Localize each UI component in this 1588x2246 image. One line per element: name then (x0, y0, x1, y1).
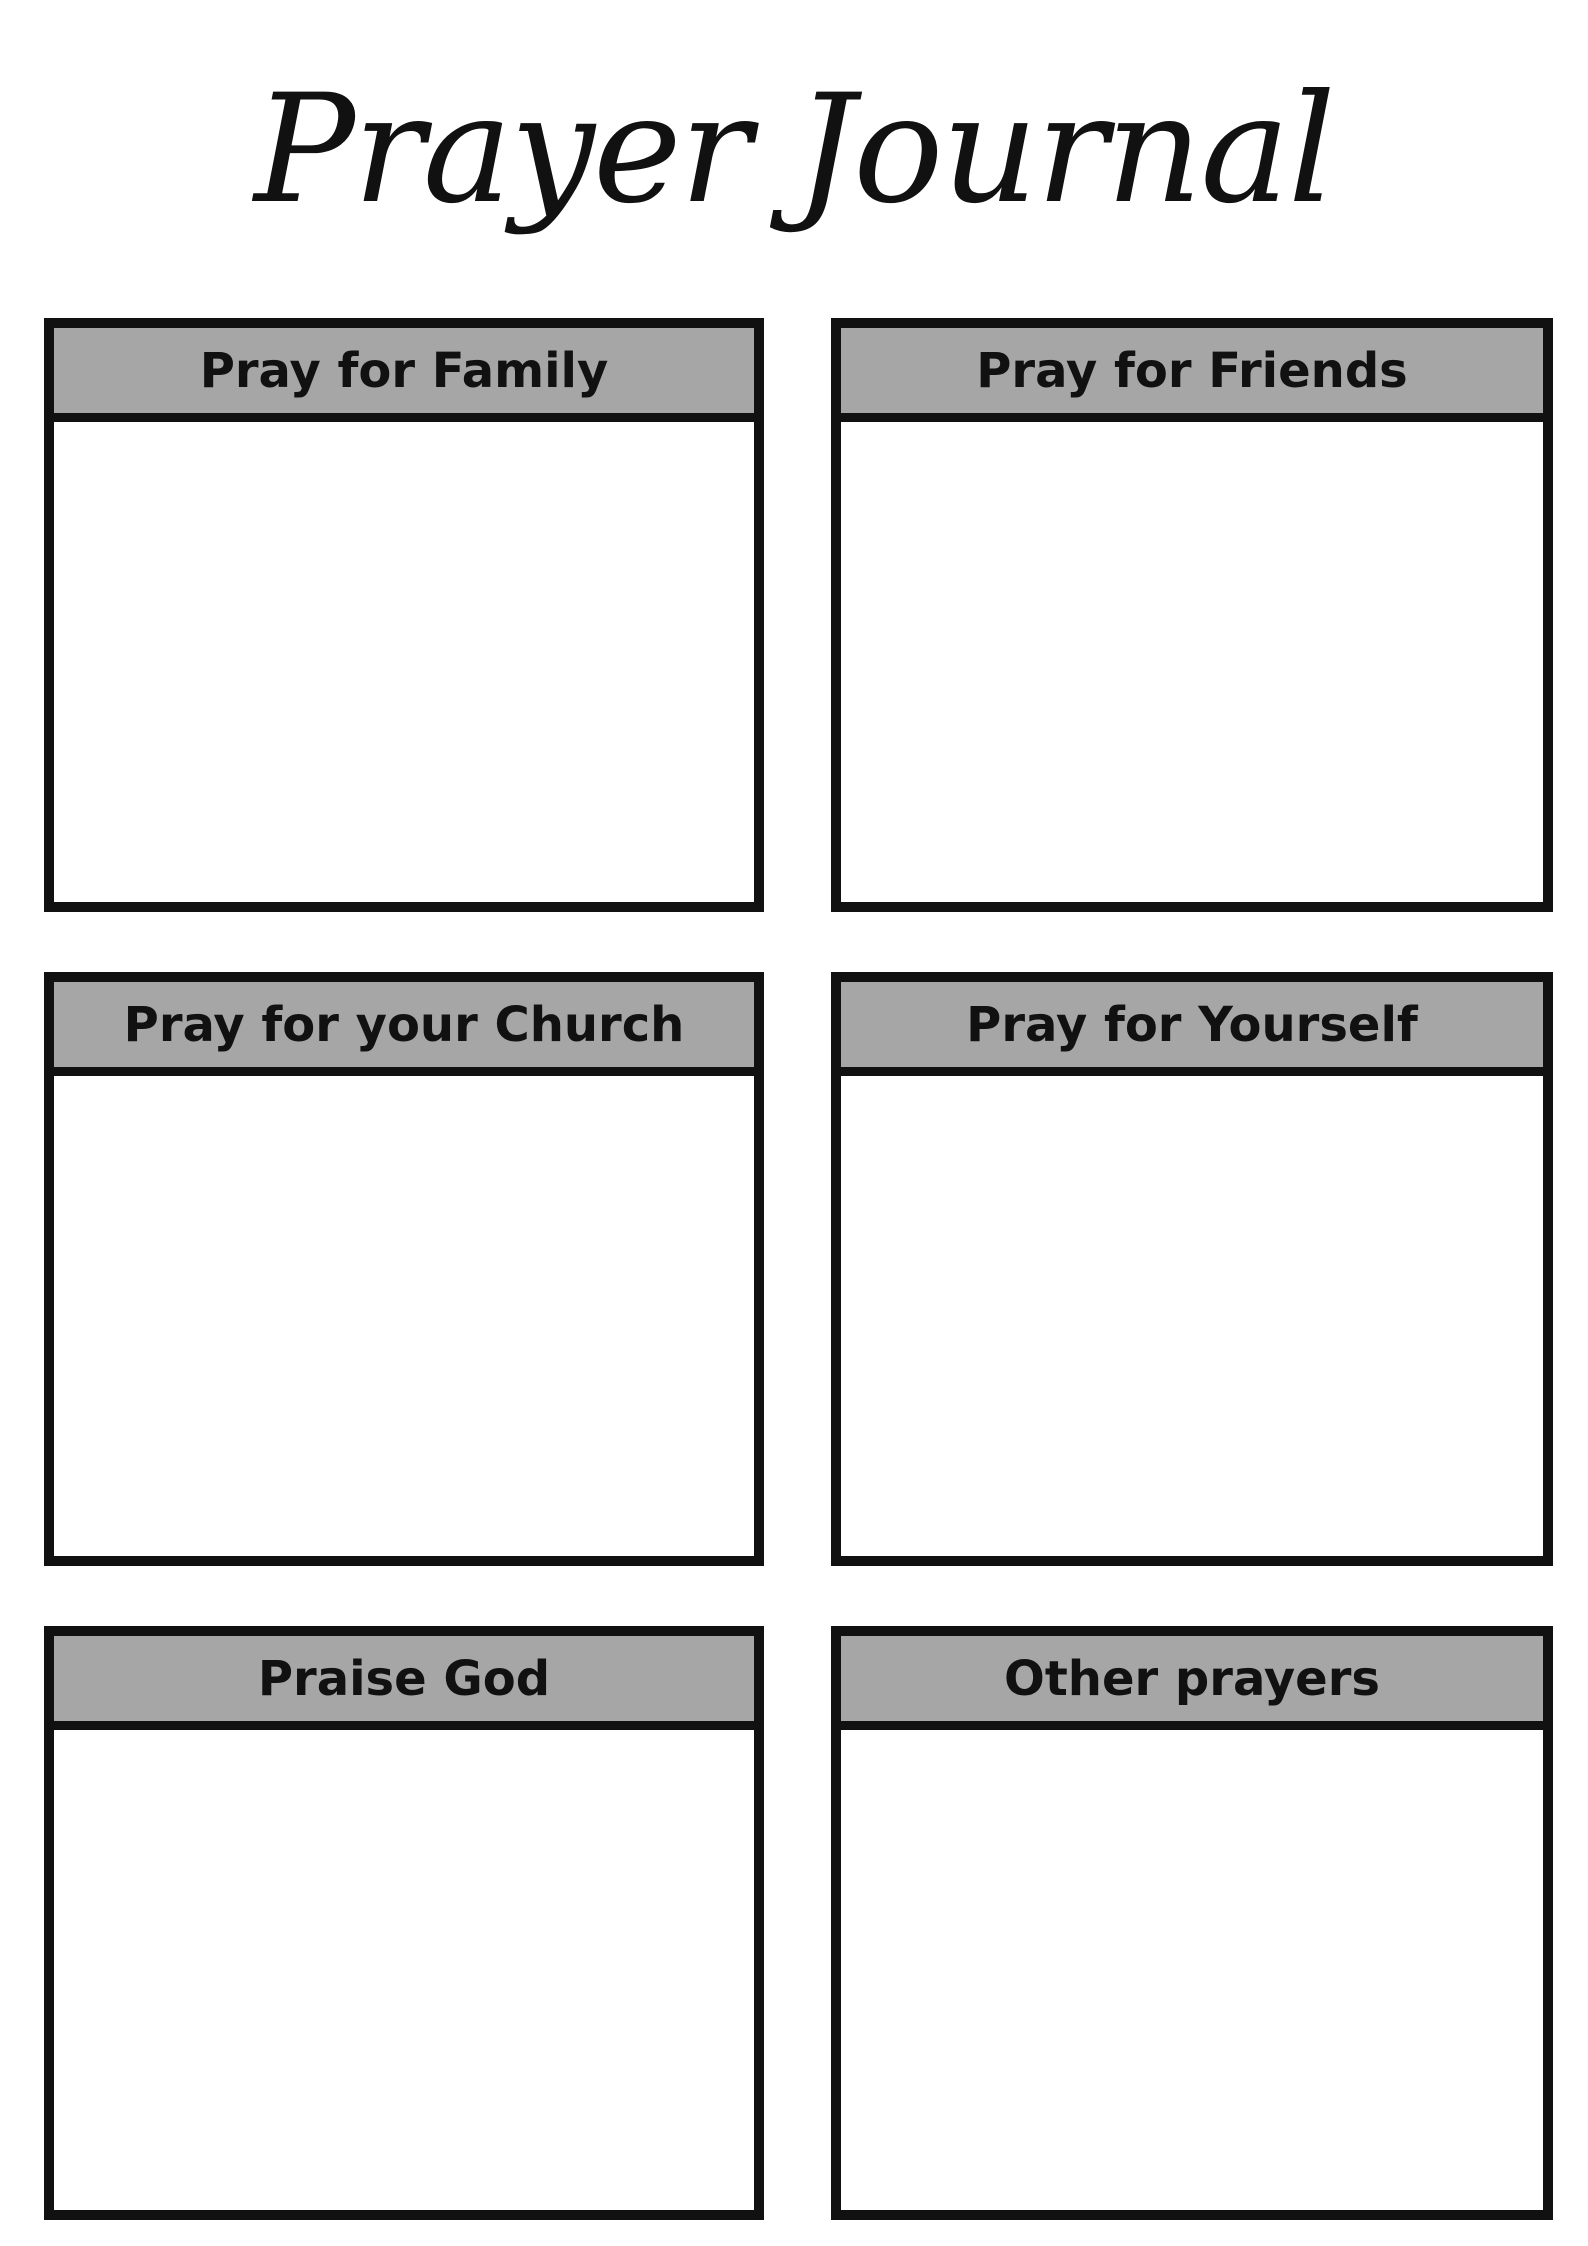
section-other-prayers (831, 1626, 1553, 2220)
section-pray-for-yourself (831, 972, 1553, 1566)
writing-area[interactable] (54, 1076, 754, 1556)
writing-area[interactable] (54, 422, 754, 902)
page-title: Prayer Journal (254, 63, 1334, 237)
section-praise-god (44, 1626, 764, 2220)
section-header: Other prayers (841, 1636, 1543, 1730)
writing-area[interactable] (841, 1076, 1543, 1556)
writing-area[interactable] (841, 422, 1543, 902)
section-header: Pray for Family (54, 328, 754, 422)
section-pray-for-church (44, 972, 764, 1566)
section-pray-for-family (44, 318, 764, 912)
section-header: Pray for Yourself (841, 982, 1543, 1076)
section-header: Praise God (54, 1636, 754, 1730)
writing-area[interactable] (54, 1730, 754, 2210)
section-header: Pray for Friends (841, 328, 1543, 422)
section-header: Pray for your Church (54, 982, 754, 1076)
writing-area[interactable] (841, 1730, 1543, 2210)
section-pray-for-friends (831, 318, 1553, 912)
